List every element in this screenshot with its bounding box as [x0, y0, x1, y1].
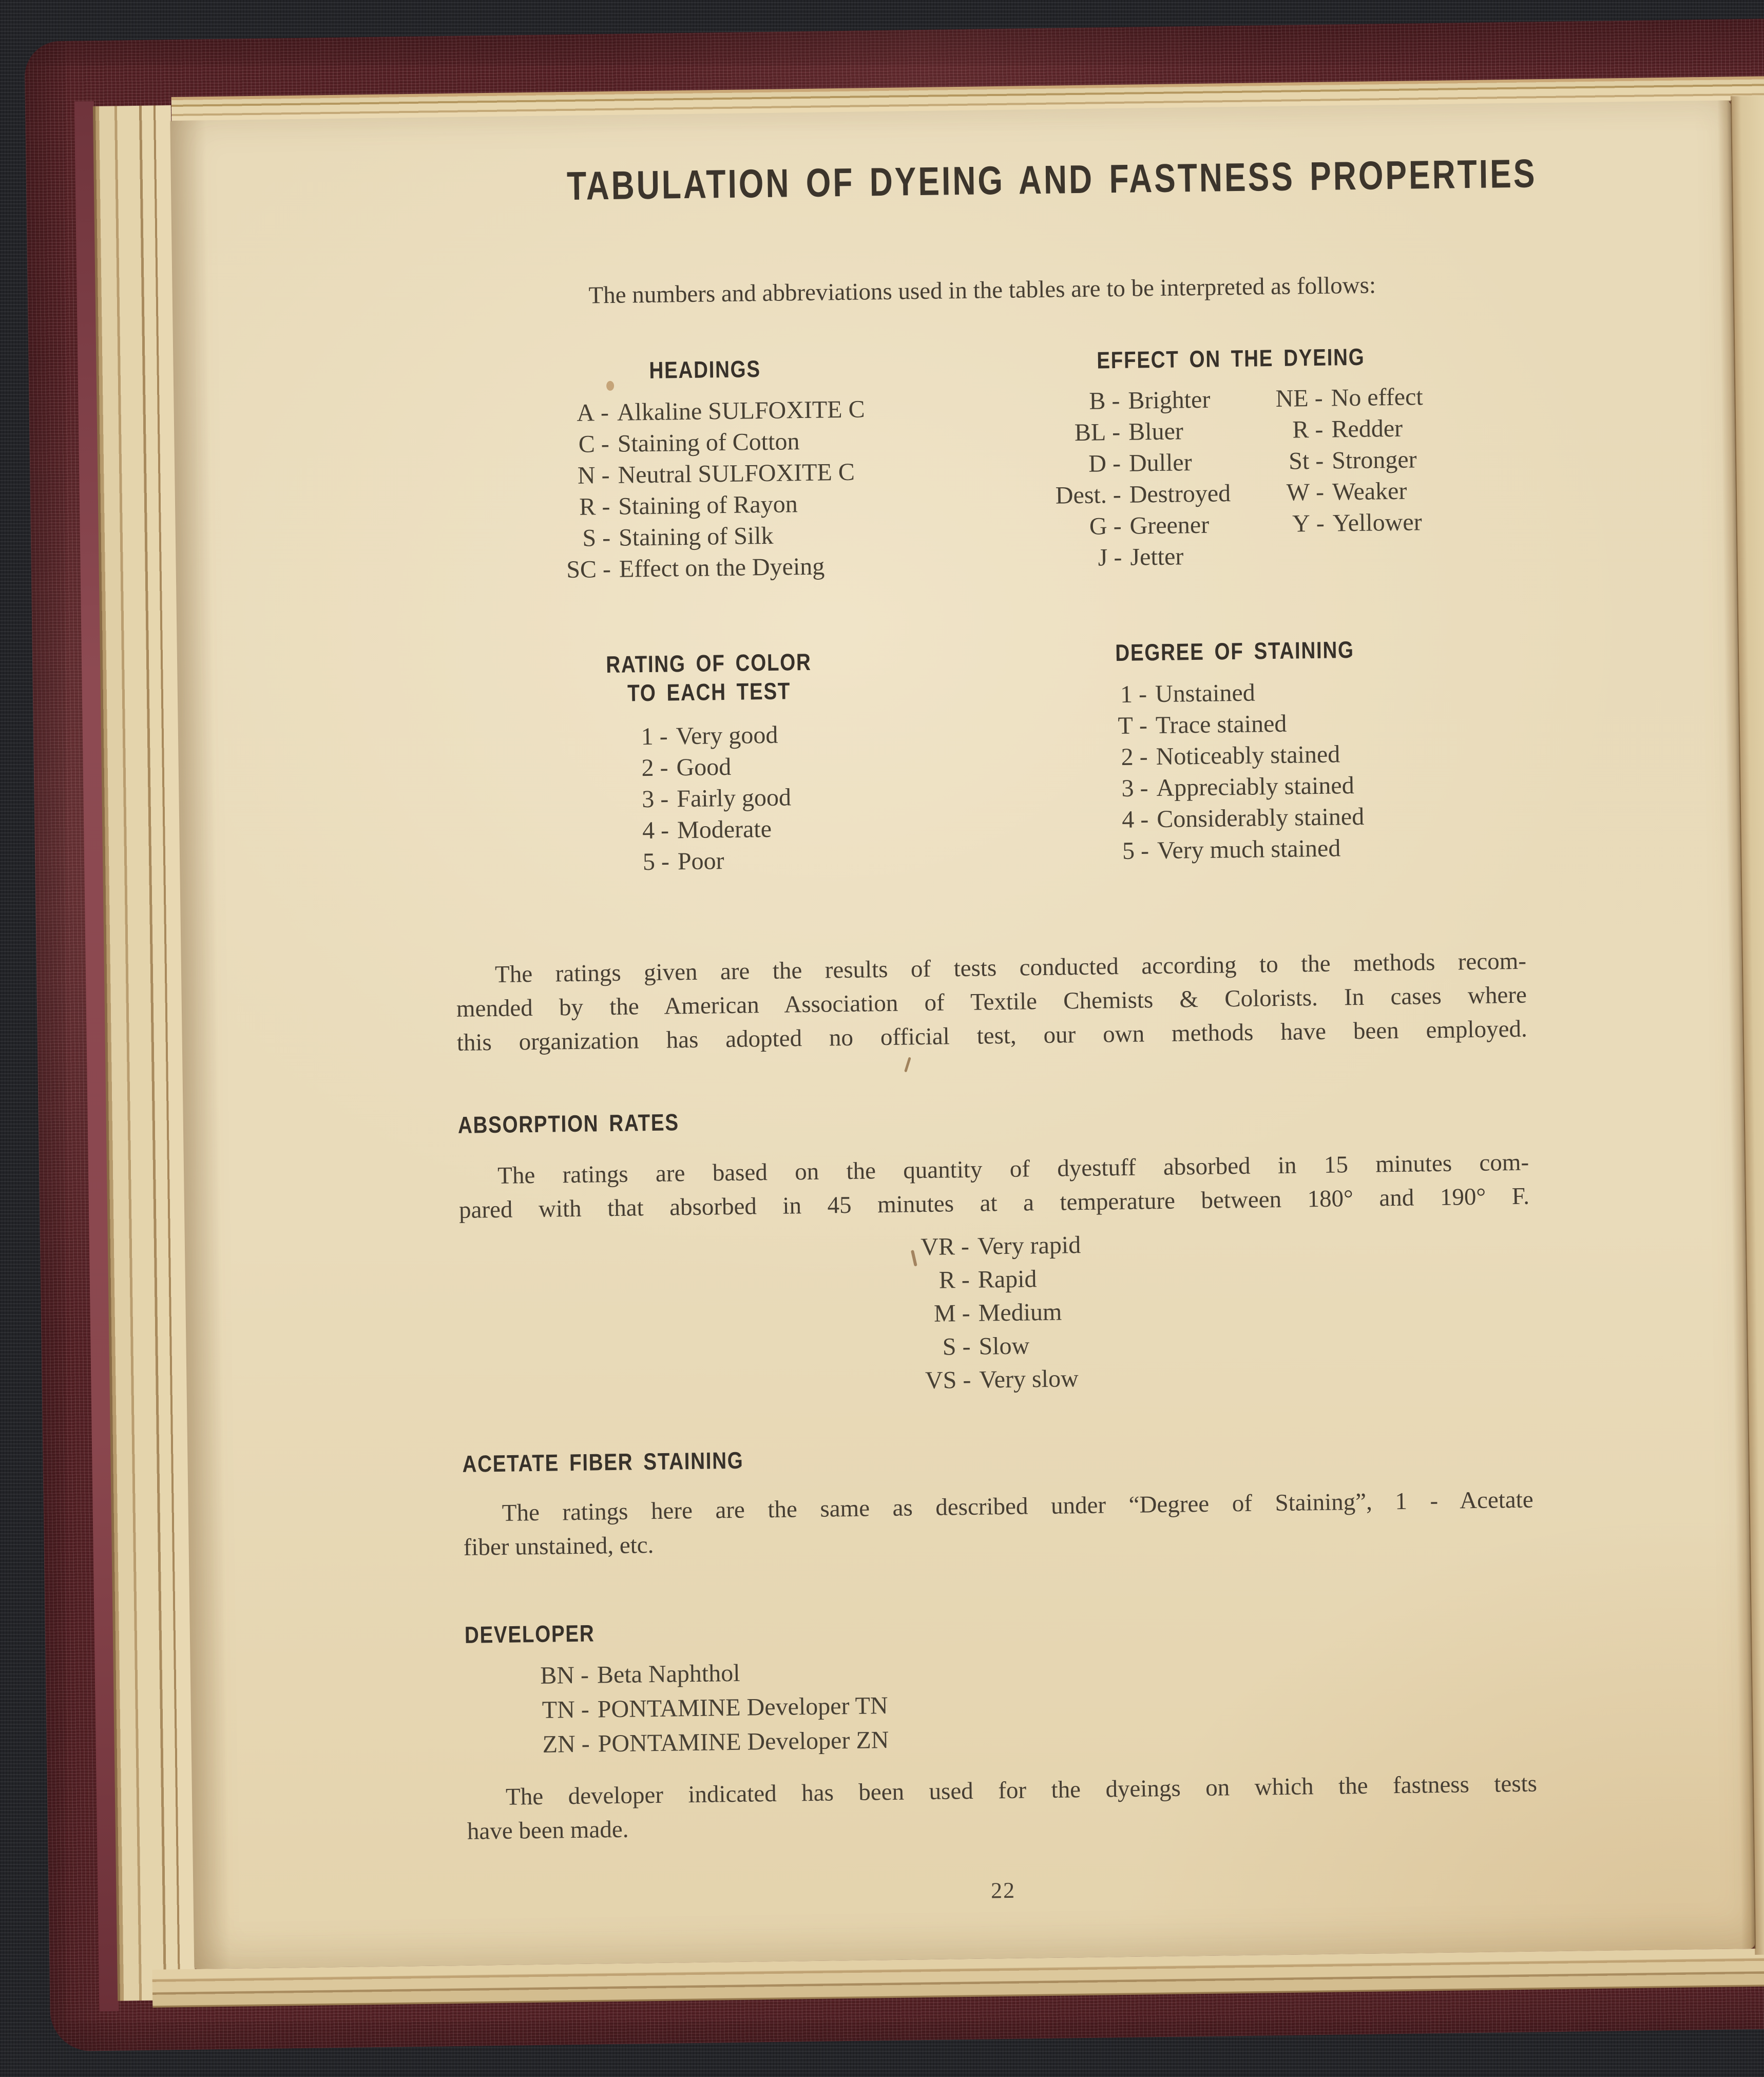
abbr-desc: Stronger — [1331, 446, 1417, 474]
page-title — [445, 150, 1537, 211]
abbr-desc: Greener — [1129, 511, 1210, 540]
abbr-code: 3 — [1121, 774, 1134, 802]
absorption-item — [909, 1298, 1082, 1333]
effect-item — [1267, 445, 1424, 479]
paragraph-line: pared with that absorbed in 45 minutes at a temperature between 180° and 190° F. — [458, 1183, 1530, 1224]
abbr-separator: - — [1316, 509, 1325, 537]
abbr-desc: No effect — [1331, 383, 1423, 412]
section-rating — [436, 645, 984, 882]
paper-speck — [904, 1057, 911, 1072]
headings-item — [546, 395, 865, 430]
abbr-desc: Moderate — [677, 815, 772, 844]
abbr-separator: - — [1140, 774, 1148, 802]
book-page — [170, 100, 1755, 1969]
section-staining-title — [965, 633, 1505, 669]
staining-item — [1110, 834, 1365, 868]
intro-text: The numbers and abbreviations used in the tables are to be interpreted as follows: — [588, 272, 1376, 309]
abbr-separator: - — [660, 785, 669, 813]
abbr-separator: - — [659, 722, 668, 750]
abbr-code: 4 — [642, 816, 655, 845]
abbr-code: J — [1098, 544, 1108, 571]
abbr-desc: Staining of Cotton — [617, 428, 800, 458]
staining-item — [1109, 771, 1364, 806]
abbr-code: D — [1088, 450, 1107, 478]
staining-item — [1108, 740, 1364, 774]
abbr-code: Dest. — [1055, 481, 1107, 509]
section-headings-title-text: HEADINGS — [648, 355, 761, 384]
staining-list — [1108, 677, 1365, 868]
abbr-code: 2 — [641, 754, 654, 782]
abbr-code: 3 — [641, 785, 655, 813]
effect-item — [1266, 383, 1423, 416]
section-effect-title-text: EFFECT ON THE DYEING — [1097, 343, 1365, 374]
headings-item — [546, 458, 866, 493]
developer-list — [529, 1657, 889, 1765]
abbr-separator: - — [961, 1232, 970, 1261]
developer-list-wrap — [529, 1657, 889, 1765]
abbr-desc: Noticeably stained — [1156, 740, 1340, 771]
section-absorption-title-text: ABSORPTION RATES — [457, 1109, 680, 1138]
developer-paragraph — [467, 1767, 1538, 1849]
paper-speck — [606, 381, 614, 391]
abbr-code: BN — [540, 1662, 575, 1689]
abbr-desc: Very rapid — [977, 1231, 1081, 1260]
rating-item — [629, 752, 791, 785]
abbr-code: S — [582, 524, 597, 552]
abbr-code: 1 — [641, 722, 654, 751]
paragraph-line: The ratings given are the results of tests conducted according to the methods recom- — [494, 947, 1527, 988]
abbr-separator: - — [602, 555, 611, 583]
abbr-desc: Redder — [1331, 414, 1403, 443]
abbr-desc: Alkaline SULFOXITE C — [617, 395, 865, 426]
abbr-desc: Jetter — [1130, 543, 1184, 571]
effect-item — [1042, 542, 1232, 576]
abbr-separator: - — [1111, 418, 1121, 446]
page-number: 22 — [990, 1877, 1016, 1903]
rating-item — [628, 720, 790, 754]
section-absorption-title — [458, 1107, 722, 1139]
developer-item — [529, 1691, 889, 1730]
abbr-separator: - — [1314, 384, 1323, 412]
abbr-desc: Rapid — [977, 1265, 1037, 1293]
abbr-desc: Bluer — [1128, 417, 1184, 446]
headings-item — [548, 551, 867, 587]
paragraph-line: fiber unstained, etc. — [463, 1531, 654, 1561]
abbr-separator: - — [600, 398, 609, 427]
abbr-desc: Very much stained — [1157, 834, 1341, 865]
effect-list-right — [1266, 383, 1425, 573]
section-acetate-title — [462, 1445, 797, 1478]
abbr-desc: Unstained — [1155, 679, 1256, 708]
abbr-code: 2 — [1121, 743, 1134, 771]
abbr-code: C — [578, 430, 596, 458]
abbr-code: M — [933, 1300, 956, 1327]
paragraph-line: have been made. — [467, 1816, 629, 1845]
section-rating-title-line2: TO EACH TEST — [627, 677, 791, 707]
absorption-item — [909, 1231, 1081, 1266]
abbr-desc: Staining of Rayon — [618, 490, 798, 520]
abbr-code: Y — [1292, 510, 1311, 538]
abbr-code: SC — [566, 556, 597, 584]
abbr-desc: Slow — [979, 1332, 1030, 1360]
effect-columns — [962, 382, 1503, 577]
abbr-separator: - — [1315, 447, 1324, 474]
section-rating-title — [436, 645, 981, 710]
abbr-separator: - — [580, 1661, 589, 1689]
book-cover — [24, 18, 1764, 2052]
rating-list — [628, 720, 792, 879]
headings-item — [546, 426, 865, 462]
effect-item — [1267, 414, 1424, 447]
section-developer-title — [465, 1618, 620, 1649]
abbr-code: 5 — [1122, 837, 1135, 865]
abbr-code: VR — [920, 1233, 955, 1261]
abbr-separator: - — [1113, 481, 1122, 509]
abbr-code: R — [938, 1266, 956, 1294]
section-staining — [965, 633, 1507, 870]
abbr-separator: - — [1140, 806, 1149, 833]
abbr-separator: - — [1139, 712, 1148, 739]
absorption-item — [909, 1264, 1081, 1300]
effect-item — [1040, 416, 1230, 450]
abbr-separator: - — [602, 524, 611, 552]
absorption-list-wrap — [459, 1225, 1532, 1406]
abbr-separator: - — [1138, 680, 1147, 708]
section-headings-title — [432, 352, 977, 388]
abbr-code: NE — [1275, 385, 1309, 412]
abbr-code: A — [576, 399, 595, 427]
abbr-separator: - — [660, 754, 668, 782]
abbr-desc: Fairly good — [676, 784, 792, 813]
abbr-separator: - — [601, 461, 610, 489]
section-effect-title — [961, 340, 1501, 376]
abbr-separator: - — [1111, 387, 1120, 415]
abbr-code: G — [1089, 512, 1107, 540]
abbr-code: VS — [925, 1366, 957, 1395]
abbr-desc: Yellower — [1332, 508, 1422, 537]
abbr-separator: - — [661, 848, 670, 875]
abbr-desc: Beta Naphthol — [597, 1659, 740, 1689]
effect-item — [1041, 510, 1231, 544]
abbr-code: BL — [1074, 418, 1106, 447]
abbr-desc: Appreciably stained — [1156, 772, 1354, 802]
abbr-desc: Weaker — [1332, 477, 1407, 506]
abbr-separator: - — [962, 1332, 971, 1361]
abbr-separator: - — [1139, 743, 1148, 771]
paragraph-line: The ratings are based on the quantity of dyestuff absorbed in 15 minutes com- — [497, 1149, 1529, 1189]
abbr-desc: Staining of Silk — [618, 522, 774, 551]
abbr-code: St — [1288, 447, 1310, 475]
abbr-code: R — [579, 493, 596, 521]
abbr-desc: Duller — [1128, 449, 1192, 477]
rating-item — [630, 814, 792, 848]
effect-item — [1041, 479, 1231, 513]
absorption-paragraph — [458, 1146, 1530, 1227]
rating-item — [630, 846, 792, 879]
abbr-desc: Very slow — [979, 1365, 1079, 1394]
page-content — [445, 103, 1539, 1966]
section-effect — [961, 340, 1503, 577]
abbr-desc: Good — [676, 753, 732, 782]
abbr-separator: - — [581, 1695, 590, 1723]
abbr-separator: - — [660, 816, 669, 844]
abbr-code: W — [1286, 479, 1310, 506]
abbr-separator: - — [961, 1266, 970, 1294]
page-title-text: TABULATION OF DYEING AND FASTNESS PROPERTIES — [566, 150, 1537, 208]
developer-item — [529, 1657, 889, 1696]
rating-item — [629, 783, 791, 816]
abbr-separator: - — [581, 1730, 590, 1758]
developer-item — [530, 1726, 889, 1765]
abbr-desc: Poor — [677, 847, 724, 875]
abbr-separator: - — [963, 1366, 971, 1394]
abbr-desc: Destroyed — [1129, 480, 1231, 508]
abbr-desc: Very good — [676, 721, 778, 750]
abbr-separator: - — [1140, 837, 1149, 865]
paragraph-line: this organization has adopted no official test, our own methods have been employed. — [456, 1015, 1527, 1056]
abbr-code: N — [577, 462, 596, 489]
abbr-desc: PONTAMINE Developer TN — [597, 1692, 888, 1723]
methods-paragraph — [456, 944, 1527, 1060]
section-rating-title-line1: RATING OF COLOR — [605, 648, 812, 678]
abbr-separator: - — [1113, 512, 1122, 540]
paragraph-line: mended by the American Association of Textile Chemists & Colorists. In cases where — [456, 981, 1527, 1022]
effect-list-left — [1040, 385, 1232, 576]
abbr-separator: - — [1112, 449, 1121, 478]
headings-item — [547, 520, 867, 556]
effect-item — [1268, 508, 1425, 541]
staining-item — [1108, 709, 1364, 743]
absorption-list — [909, 1231, 1083, 1400]
abbr-code: S — [942, 1333, 956, 1361]
abbr-separator: - — [1315, 478, 1325, 506]
abbr-separator: - — [602, 492, 610, 521]
abbr-code: ZN — [542, 1730, 576, 1758]
abbr-desc: Medium — [978, 1298, 1062, 1327]
section-headings — [432, 352, 980, 589]
effect-item — [1268, 477, 1425, 510]
abbr-desc: Effect on the Dyeing — [619, 552, 825, 583]
absorption-item — [910, 1331, 1082, 1366]
headings-list — [546, 395, 867, 587]
abbr-desc: Neutral SULFOXITE C — [618, 458, 855, 489]
abbr-code: 5 — [642, 848, 656, 876]
paragraph-line: The developer indicated has been used for the dyeings on which the fastness tests — [505, 1770, 1538, 1811]
abbr-code: R — [1292, 416, 1309, 444]
abbr-separator: - — [1114, 543, 1122, 571]
abbr-code: TN — [542, 1696, 576, 1724]
section-acetate-title-text: ACETATE FIBER STAINING — [462, 1446, 744, 1477]
section-developer-title-text: DEVELOPER — [464, 1619, 595, 1648]
acetate-paragraph — [463, 1483, 1534, 1565]
headings-item — [547, 489, 866, 524]
effect-item — [1041, 448, 1231, 482]
abbr-code: B — [1089, 387, 1106, 415]
abbr-separator: - — [962, 1299, 971, 1327]
abbr-separator: - — [1315, 415, 1324, 443]
absorption-item — [910, 1364, 1083, 1400]
abbr-desc: Brighter — [1128, 386, 1211, 414]
abbr-desc: Considerably stained — [1156, 803, 1365, 833]
abbr-desc: PONTAMINE Developer ZN — [598, 1726, 889, 1758]
abbr-desc: Trace stained — [1155, 710, 1287, 739]
abbr-separator: - — [601, 430, 610, 458]
section-staining-title-text: DEGREE OF STAINING — [1115, 636, 1354, 666]
staining-item — [1108, 677, 1363, 712]
abbr-code: T — [1118, 712, 1134, 740]
abbr-code: 4 — [1121, 806, 1135, 833]
paragraph-line: The ratings here are the same as described under “Degree of Staining”, 1 - Acetate — [502, 1486, 1533, 1527]
staining-item — [1109, 803, 1365, 837]
effect-item — [1040, 385, 1230, 419]
abbr-code: 1 — [1120, 680, 1133, 708]
